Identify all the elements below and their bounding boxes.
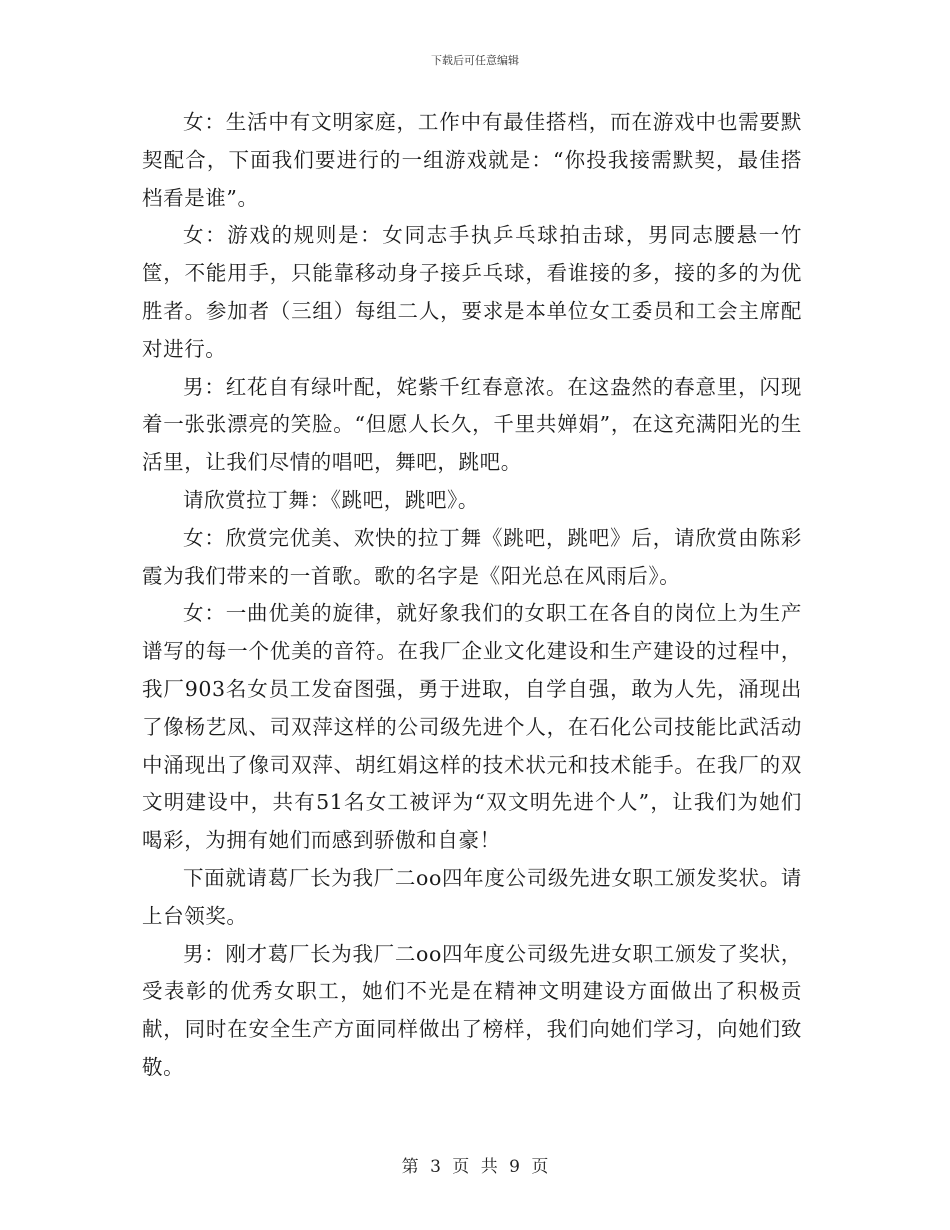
paragraph: 女：一曲优美的旋律，就好象我们的女职工在各自的岗位上为生产谱写的每一个优美的音符。在我厂企业文化建设和生产建设的过程中，我厂903名女员工发奋图强，勇于进取，自学自强，敢为人先，涌现出了像杨艺凤、司双萍这样的公司级先进个人，在石化公司技能比武活动中涌现出了像司双萍、胡红娟这样的技术状元和技术能手。在我厂的双文明建设中，共有51名女工被评为“双文明先进个人”，让我们为她们喝彩，为拥有她们而感到骄傲和自豪！ [142, 601, 802, 853]
paragraph: 女：游戏的规则是：女同志手执乒乓球拍击球，男同志腰悬一竹筐，不能用手，只能靠移动身子接乒乓球，看谁接的多，接的多的为优胜者。参加者（三组）每组二人，要求是本单位女工委员和工会主席配对进行。 [142, 223, 802, 361]
paragraph: 请欣赏拉丁舞：《跳吧，跳吧》。 [183, 487, 479, 512]
paragraph: 下面就请葛厂长为我厂二oo四年度公司级先进女职工颁发奖状。请上台领奖。 [142, 865, 802, 928]
paragraph: 女：欣赏完优美、欢快的拉丁舞《跳吧，跳吧》后，请欣赏由陈彩霞为我们带来的一首歌。歌的名字是《阳光总在风雨后》。 [142, 525, 802, 588]
page-header: 下载后可任意编辑 [431, 54, 519, 67]
paragraph: 女：生活中有文明家庭，工作中有最佳搭档，而在游戏中也需要默契配合，下面我们要进行的一组游戏就是：“你投我接需默契，最佳搭档看是谁”。 [142, 110, 802, 210]
paragraph: 男：刚才葛厂长为我厂二oo四年度公司级先进女职工颁发了奖状，受表彰的优秀女职工，她们不光是在精神文明建设方面做出了积极贡献，同时在安全生产方面同样做出了榜样，我们向她们学习，向她们致敬。 [142, 941, 802, 1079]
page-number-footer: 第 3 页 共 9 页 [401, 1157, 549, 1177]
document-body [142, 104, 802, 1087]
paragraph: 男：红花自有绿叶配，姹紫千红春意浓。在这盎然的春意里，闪现着一张张漂亮的笑脸。“但愿人长久，千里共婵娟”，在这充满阳光的生活里，让我们尽情的唱吧，舞吧，跳吧。 [142, 374, 802, 475]
